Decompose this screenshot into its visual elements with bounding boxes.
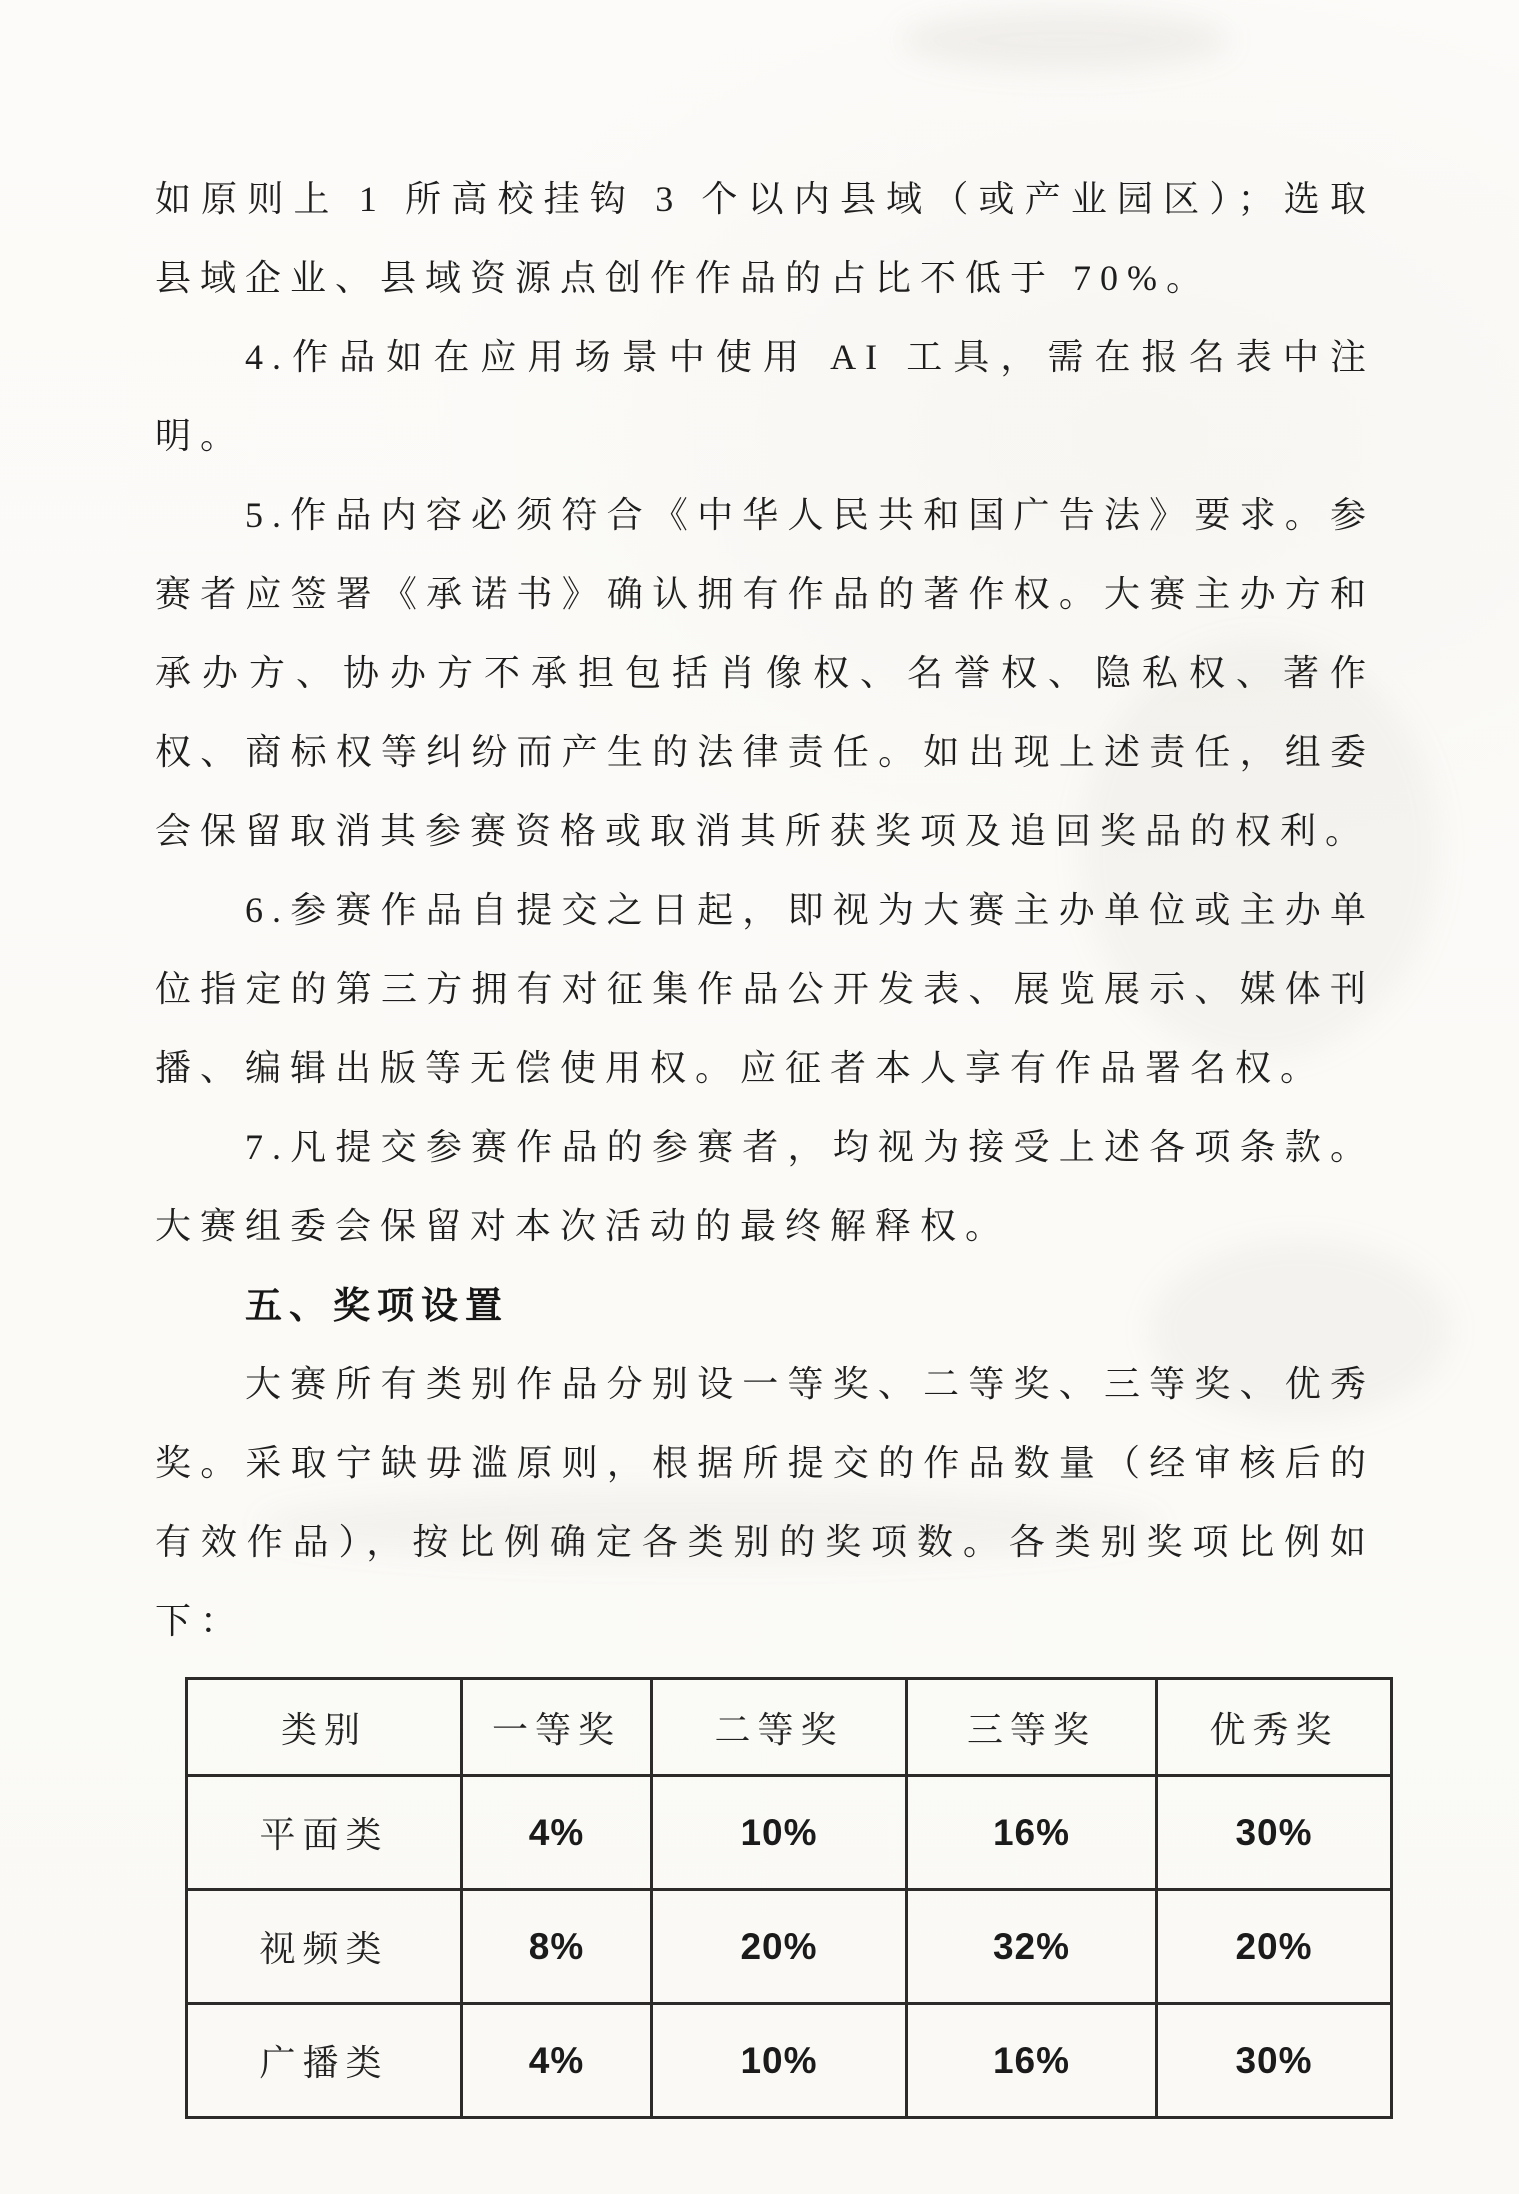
paragraph-continuation: 如原则上 1 所高校挂钩 3 个以内县域（或产业园区）；选取县域企业、县域资源点创作作品的占比不低于 70%。 bbox=[155, 179, 1375, 298]
table-row-video bbox=[187, 1890, 1392, 2004]
table-cell-value: 16% bbox=[907, 2004, 1157, 2118]
document-body bbox=[155, 160, 1375, 2119]
award-ratio-table bbox=[185, 1677, 1393, 2119]
paragraph-item-4: 4.作品如在应用场景中使用 AI 工具，需在报名表中注明。 bbox=[155, 337, 1375, 456]
table-cell-value: 20% bbox=[652, 1890, 907, 2004]
table-cell-value: 20% bbox=[1157, 1890, 1392, 2004]
paragraph-item-7: 7.凡提交参赛作品的参赛者，均视为接受上述各项条款。大赛组委会保留对本次活动的最终解释权。 bbox=[155, 1127, 1375, 1246]
paragraph-item-6: 6.参赛作品自提交之日起，即视为大赛主办单位或主办单位指定的第三方拥有对征集作品公开发表、展览展示、媒体刊播、编辑出版等无偿使用权。应征者本人享有作品署名权。 bbox=[155, 890, 1375, 1088]
table-cell-value: 32% bbox=[907, 1890, 1157, 2004]
table-cell-category: 广播类 bbox=[187, 2004, 462, 2118]
table-cell-value: 30% bbox=[1157, 1776, 1392, 1890]
table-row-radio bbox=[187, 2004, 1392, 2118]
section-heading-awards: 五、奖项设置 bbox=[245, 1285, 509, 1326]
table-header-row bbox=[187, 1679, 1392, 1776]
table-cell-value: 8% bbox=[462, 1890, 652, 2004]
table-header-third-prize: 三等奖 bbox=[907, 1679, 1157, 1776]
table-cell-value: 4% bbox=[462, 2004, 652, 2118]
table-cell-value: 10% bbox=[652, 2004, 907, 2118]
table-header-first-prize: 一等奖 bbox=[462, 1679, 652, 1776]
table-cell-category: 视频类 bbox=[187, 1890, 462, 2004]
table-cell-category: 平面类 bbox=[187, 1776, 462, 1890]
table-header-excellence-prize: 优秀奖 bbox=[1157, 1679, 1392, 1776]
table-row-graphic bbox=[187, 1776, 1392, 1890]
table-cell-value: 4% bbox=[462, 1776, 652, 1890]
paragraph-item-5: 5.作品内容必须符合《中华人民共和国广告法》要求。参赛者应签署《承诺书》确认拥有作品的著作权。大赛主办方和承办方、协办方不承担包括肖像权、名誉权、隐私权、著作权、商标权等纠纷而产生的法律责任。如出现上述责任，组委会保留取消其参赛资格或取消其所获奖项及追回奖品的权利。 bbox=[155, 495, 1375, 851]
paragraph-award-intro: 大赛所有类别作品分别设一等奖、二等奖、三等奖、优秀奖。采取宁缺毋滥原则，根据所提交的作品数量（经审核后的有效作品），按比例确定各类别的奖项数。各类别奖项比例如下： bbox=[155, 1364, 1375, 1641]
table-cell-value: 10% bbox=[652, 1776, 907, 1890]
table-header-second-prize: 二等奖 bbox=[652, 1679, 907, 1776]
table-header-category: 类别 bbox=[187, 1679, 462, 1776]
table-cell-value: 16% bbox=[907, 1776, 1157, 1890]
scan-smudge bbox=[900, 10, 1230, 70]
table-cell-value: 30% bbox=[1157, 2004, 1392, 2118]
